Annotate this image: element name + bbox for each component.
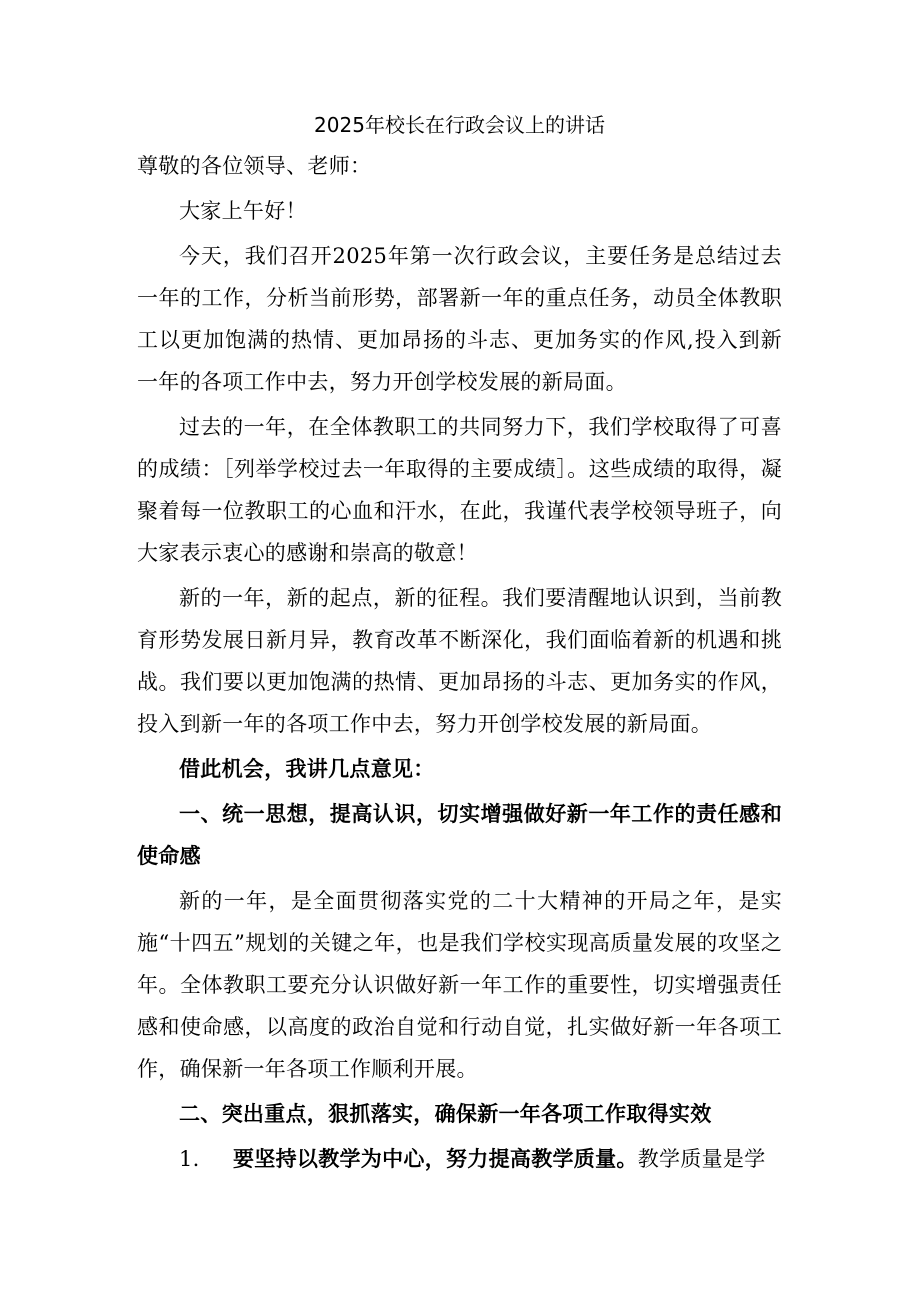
document-title: 2025年校长在行政会议上的讲话 (314, 113, 605, 137)
list-item-number: 1. (179, 1147, 200, 1171)
paragraph-section-1: 新的一年，是全面贯彻落实党的二十大精神的开局之年，是实施“十四五”规划的关键之年，也是我们学校实现高质量发展的攻坚之年。全体教职工要充分认识做好新一年工作的重要性，切实增强责任感和使命感，以高度的政治自觉和行动自觉，扎实做好新一年各项工作，确保新一年各项工作顺利开展。 (137, 889, 782, 1081)
paragraph-new-year: 新的一年，新的起点，新的征程。我们要清醒地认识到，当前教育形势发展日新月异，教育改革不断深化，我们面临着新的机遇和挑战。我们要以更加饱满的热情、更加昂扬的斗志、更加务实的作风，投入到新一年的各项工作中去，努力开创学校发展的新局面。 (137, 586, 782, 736)
list-item-text: 教学质量是学 (637, 1147, 766, 1171)
paragraph-achievements: 过去的一年，在全体教职工的共同努力下，我们学校取得了可喜的成绩：［列举学校过去一年取得的主要成绩］。这些成绩的取得，凝聚着每一位教职工的心血和汗水，在此，我谨代表学校领导班子，向大家表示衷心的感谢和崇高的敬意！ (137, 415, 782, 565)
section-heading-2: 二、突出重点，狠抓落实，确保新一年各项工作取得实效 (179, 1102, 712, 1126)
list-item-1 (137, 1138, 782, 1180)
paragraph-opening: 今天，我们召开2025年第一次行政会议，主要任务是总结过去一年的工作，分析当前形势，部署新一年的重点任务，动员全体教职工以更加饱满的热情、更加昂扬的斗志、更加务实的作风,投入到新一年的各项工作中去，努力开创学校发展的新局面。 (137, 244, 782, 394)
paragraph-intro: 借此机会，我讲几点意见： (179, 757, 435, 781)
list-item-lead: 要坚持以教学为中心，努力提高教学质量。 (233, 1147, 638, 1171)
greeting: 大家上午好！ (179, 199, 307, 223)
document-page (137, 105, 782, 1180)
section-heading-1: 一、统一思想，提高认识，切实增强做好新一年工作的责任感和使命感 (137, 802, 782, 868)
salutation: 尊敬的各位领导、老师： (137, 154, 372, 178)
